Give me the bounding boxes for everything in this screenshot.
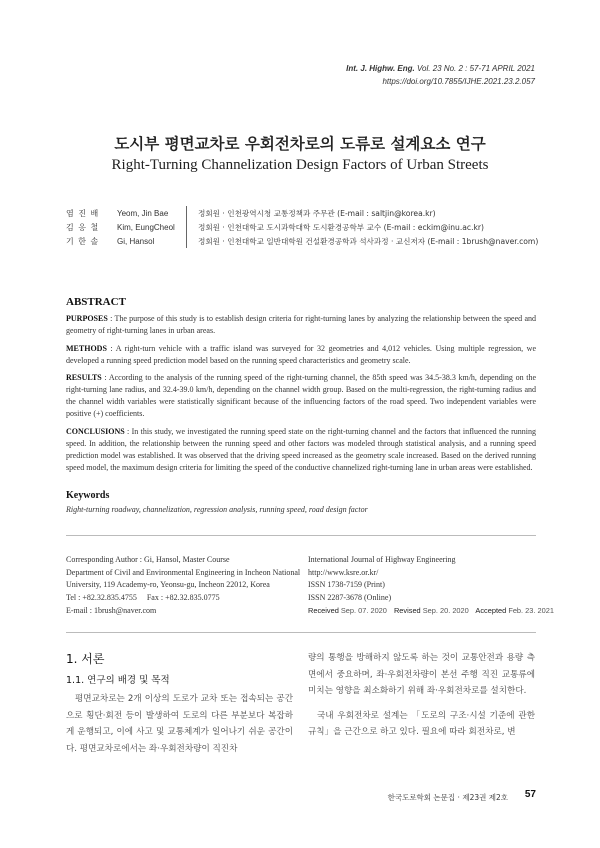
conclusions-label: CONCLUSIONS — [66, 427, 125, 436]
conclusions-text: : In this study, we investigated the running speed state on the right-turning channel and the factors that influenced the running speed. In addition, the relationship between the running speed and other factors was modeled through statistical analysis, and a running speed prediction model was established. It was observed that the driving speed increased as the geometry scale increased. Based on the derived running speed model, the maximum design criteria for limiting the speed of the conductive channelized right-turning lane in urban areas were established. — [66, 427, 536, 472]
abstract-conclusions — [66, 426, 536, 474]
results-text: : According to the analysis of the running speed of the right-turning channel, the 85th speed was 34.5-38.3 km/h, depending on the right-turning lane radius, and 32.4-39.0 km/h, depending on the channel width group. Based on the multi-regression, the right-turning radius and the channel width variables were statistically significant because of the influencing factors of the road speed. Two independent variables were positive (+) coefficients. — [66, 373, 536, 418]
author-affiliation: 정회원 · 인천대학교 도시과학대학 도시환경공학부 교수 (E-mail : eckim@inu.ac.kr) — [198, 223, 484, 232]
section-divider — [66, 535, 536, 536]
methods-text: : A right-turn vehicle with a traffic island was surveyed for 32 geometries and 4,012 vehicles. Using multiple regression, we developed a running speed prediction model based on the running speed characteristics and geometry scale. — [66, 344, 536, 365]
revised-label: Revised — [393, 605, 421, 615]
abstract-results — [66, 372, 536, 420]
journal-info-block — [308, 554, 559, 618]
results-label: RESULTS — [66, 373, 102, 382]
journal-name: International Journal of Highway Engineering — [308, 555, 456, 564]
corresponding-author: Corresponding Author : Gi, Hansol, Master Course — [66, 555, 230, 564]
received-date: Sep. 07. 2020 — [340, 605, 387, 615]
author-affiliation: 정회원 · 인천광역시청 교통정책과 주무관 (E-mail : saltjin@korea.kr) — [198, 209, 436, 218]
methods-label: METHODS — [66, 344, 107, 353]
corresponding-dept: Department of Civil and Environmental Engineering in Incheon National — [66, 567, 301, 577]
keywords-text: Right-turning roadway, channelization, regression analysis, running speed, road design factor — [66, 505, 368, 514]
author-name-english: Gi, Hansol — [117, 237, 155, 246]
author-name-korean: 김 응 철 — [66, 223, 100, 232]
author-name-korean: 기 한 솔 — [66, 237, 100, 246]
received-label: Received — [308, 605, 339, 615]
doi-link[interactable]: https://doi.org/10.7855/IJHE.2021.23.2.057 — [382, 77, 535, 86]
body-paragraph: 국내 우회전차로 설계는 「도로의 구조·시설 기준에 관한 규칙」을 근간으로 하고 있다. 필요에 따라 회전차로, 변 — [308, 710, 535, 738]
corresponding-address: University, 119 Academy-ro, Yeonsu-gu, Incheon 22012, Korea — [66, 580, 270, 590]
author-name-english: Kim, EungCheol — [117, 223, 175, 232]
abstract-purposes — [66, 313, 536, 337]
author-name-korean: 염 진 배 — [66, 209, 100, 218]
accepted-date: Feb. 23. 2021 — [508, 605, 554, 615]
keywords-heading: Keywords — [66, 490, 110, 501]
paper-title-english: Right-Turning Channelization Design Factors of Urban Streets — [111, 157, 489, 173]
body-paragraph: 량의 통행을 방해하지 않도록 하는 것이 교통안전과 용량 측면에서 중요하며, 좌·우회전차량이 본선 주행 직진 교통류에 미치는 영향을 최소화하기 위해 좌·우회전차로를 설치한다. — [308, 653, 535, 697]
volume-info: Vol. 23 No. 2 : 57-71 APRIL 2021 — [416, 64, 535, 73]
journal-reference — [346, 62, 535, 88]
footer-journal: 한국도로학회 논문집 · 제23권 제2호 — [387, 793, 508, 802]
author-divider — [186, 206, 187, 248]
section-divider — [66, 632, 536, 633]
corresponding-email[interactable]: E-mail : 1brush@naver.com — [66, 605, 157, 615]
purposes-label: PURPOSES — [66, 314, 108, 323]
body-paragraph: 평면교차로는 2개 이상의 도로가 교차 또는 접속되는 공간으로 횡단·회전 등이 발생하여 도로의 다른 부분보다 복잡하게 운행되고, 이에 사고 및 교통체계가 일어나기 쉬운 공간이다. 평면교차로에서는 좌·우회전차량이 직진차 — [66, 694, 293, 754]
subsection-heading: 1.1. 연구의 배경 및 목적 — [66, 675, 170, 686]
section-heading: 1. 서론 — [66, 652, 105, 666]
corresponding-tel: Tel : +82.32.835.4755 — [66, 593, 137, 603]
corresponding-fax: Fax : +82.32.835.0775 — [146, 593, 220, 603]
author-name-english: Yeom, Jin Bae — [117, 209, 169, 218]
body-column-right — [308, 650, 535, 741]
accepted-label: Accepted — [475, 605, 507, 615]
abstract-methods — [66, 343, 536, 367]
page-number: 57 — [524, 789, 536, 800]
issn-online: ISSN 2287-3678 (Online) — [308, 593, 392, 603]
journal-abbrev: Int. J. Highw. Eng. — [346, 64, 415, 73]
body-column-left — [66, 691, 293, 757]
abstract-heading: ABSTRACT — [66, 296, 126, 308]
submission-dates — [308, 605, 559, 618]
author-affiliation: 정회원 · 인천대학교 일반대학원 건설환경공학과 석사과정 · 교신저자 (E-mail : 1brush@naver.com) — [198, 237, 539, 246]
revised-date: Sep. 20. 2020 — [422, 605, 469, 615]
corresponding-author-block — [66, 554, 300, 618]
purposes-text: : The purpose of this study is to establish design criteria for right-turning lanes by analyzing the relationship between the speed and geometry of right-turning lanes in urban areas. — [66, 314, 536, 335]
journal-url[interactable]: http://www.ksre.or.kr/ — [308, 567, 379, 577]
issn-print: ISSN 1738-7159 (Print) — [308, 580, 385, 590]
paper-title-korean: 도시부 평면교차로 우회전차로의 도류로 설계요소 연구 — [114, 135, 486, 153]
